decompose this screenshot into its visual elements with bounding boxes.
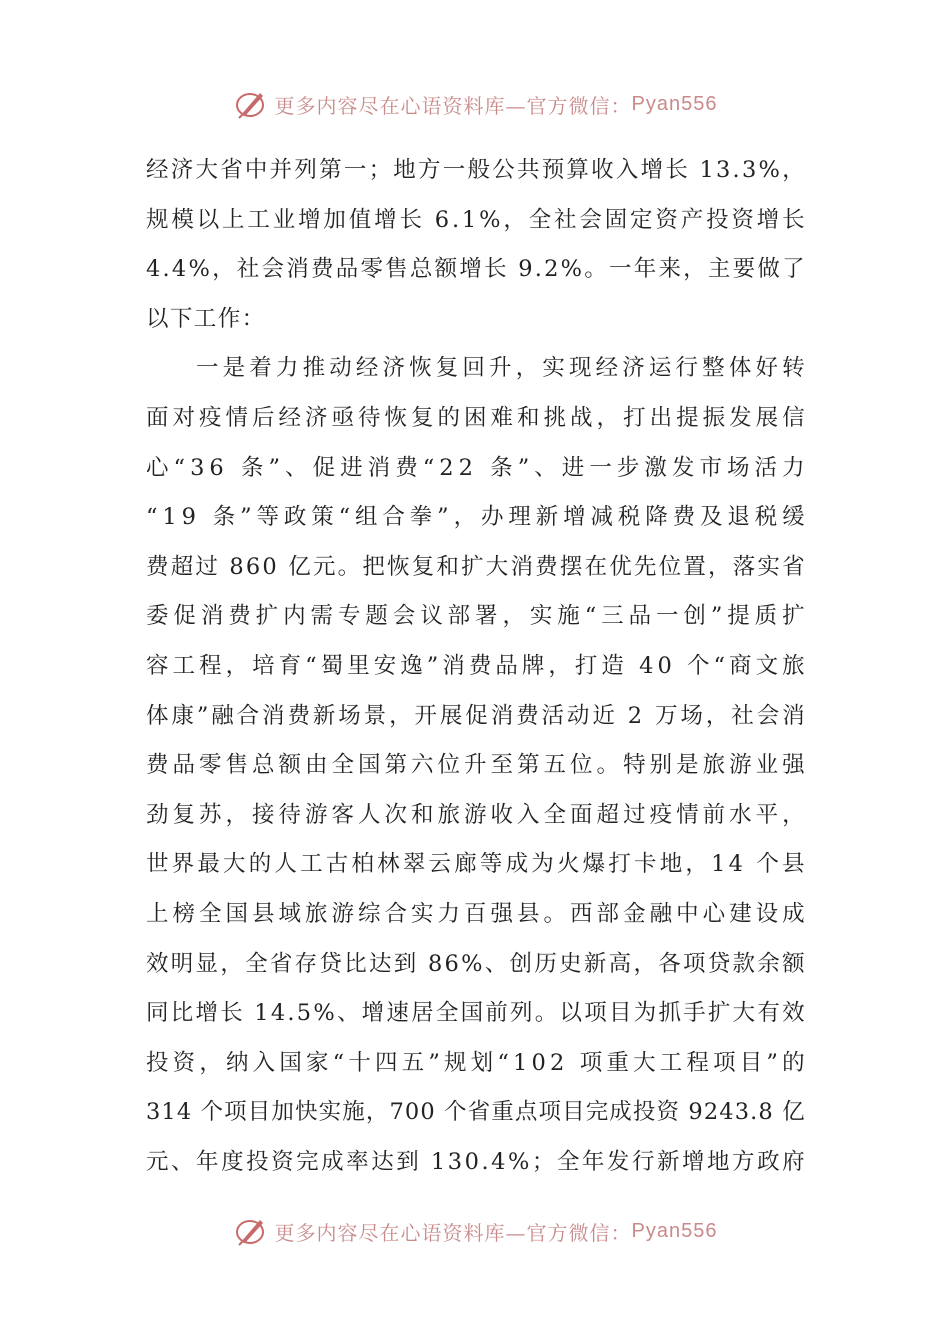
text-line: 上榜全国县域旅游综合实力百强县。西部金融中心建设成 xyxy=(146,900,809,927)
document-body xyxy=(146,146,810,1187)
watermark-text: 更多内容尽在心语资料库—官方微信： xyxy=(274,1220,632,1245)
text-line: 4.4%，社会消费品零售总额增长 9.2%。一年来，主要做了 xyxy=(146,256,807,283)
text-line: 容工程，培育“蜀里安逸”消费品牌，打造 40 个“商文旅 xyxy=(146,652,809,679)
text-line: 效明显，全省存贷比达到 86%、创历史新高，各项贷款余额 xyxy=(146,950,807,977)
text-line: 投资，纳入国家“十四五”规划“102 项重大工程项目”的 xyxy=(146,1049,809,1076)
text-line: 世界最大的人工古柏林翠云廊等成为火爆打卡地，14 个县 xyxy=(146,851,808,878)
header-watermark xyxy=(0,84,950,124)
text-line: 费超过 860 亿元。把恢复和扩大消费摆在优先位置，落实省 xyxy=(146,553,807,580)
text-line: 以下工作： xyxy=(146,305,266,332)
text-line: 314 个项目加快实施，700 个省重点项目完成投资 9243.8 亿 xyxy=(146,1099,806,1126)
watermark-wechat-id: Pyan556 xyxy=(631,92,718,115)
text-line: 一是着力推动经济恢复回升，实现经济运行整体好转 xyxy=(196,355,809,382)
text-line: 心“36 条”、促进消费“22 条”、进一步激发市场活力 xyxy=(146,454,810,481)
paragraph-2 xyxy=(146,344,810,1187)
text-line: 面对疫情后经济亟待恢复的困难和挑战，打出提振发展信 xyxy=(146,404,809,431)
text-line: 费品零售总额由全国第六位升至第五位。特别是旅游业强 xyxy=(146,752,809,779)
quill-logo-icon xyxy=(233,1214,269,1248)
text-line: 同比增长 14.5%、增速居全国前列。以项目为抓手扩大有效 xyxy=(146,1000,807,1027)
quill-logo-icon xyxy=(233,87,269,121)
text-line: 经济大省中并列第一；地方一般公共预算收入增长 13.3%， xyxy=(146,157,807,183)
text-line: 委促消费扩内需专题会议部署，实施“三品一创”提质扩 xyxy=(146,603,810,630)
text-line: 规模以上工业增加值增长 6.1%，全社会固定资产投资增长 xyxy=(146,206,808,233)
footer-watermark xyxy=(0,1211,950,1251)
text-line: 体康”融合消费新场景，开展促消费活动近 2 万场，社会消 xyxy=(146,702,808,729)
watermark-wechat-id: Pyan556 xyxy=(631,1219,718,1242)
text-line: 元、年度投资完成率达到 130.4%；全年发行新增地方政府 xyxy=(146,1148,808,1175)
text-line: “19 条”等政策“组合拳”，办理新增减税降费及退税缓 xyxy=(146,504,810,531)
text-line: 劲复苏，接待游客人次和旅游收入全面超过疫情前水平， xyxy=(146,801,809,828)
paragraph-1 xyxy=(146,146,806,344)
watermark-text: 更多内容尽在心语资料库—官方微信： xyxy=(274,93,632,118)
